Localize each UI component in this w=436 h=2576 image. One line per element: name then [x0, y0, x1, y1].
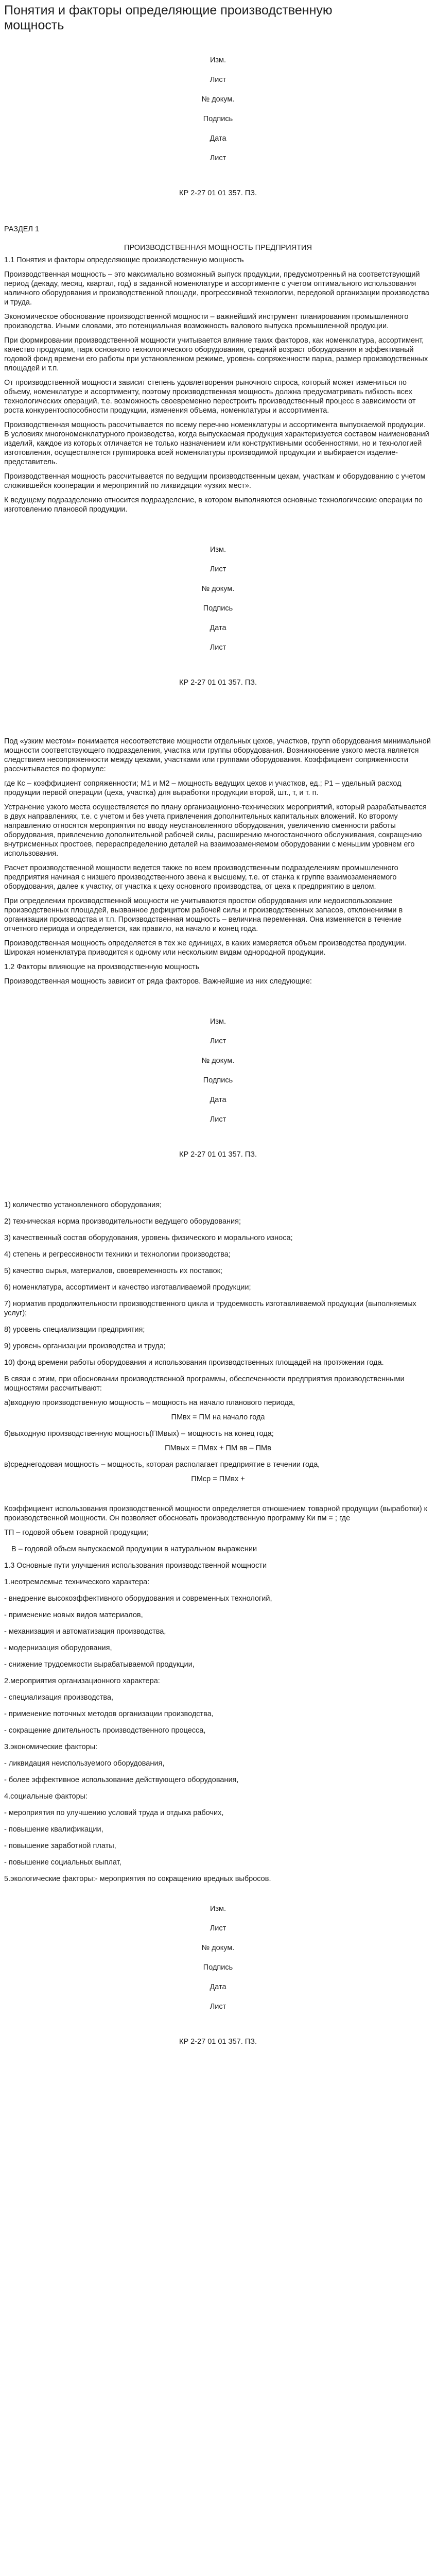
list-item: 10) фонд времени работы оборудования и использования производственных площадей на протяжении года. — [4, 1359, 384, 1367]
stamp-cell-signature: Подпись — [203, 1076, 233, 1084]
stamp-cell-doc-no: № докум. — [201, 95, 235, 104]
paragraph: Производственная мощность – это максимально возможный выпуск продукции, предусмотренный на соответствующий период (декаду, месяц, квартал, год) в заданной номенклатуре и ассортименте с учетом оптимального использования наличного оборудования и производственной площади, прогрессивной технологии, передовой организации производства и труда. — [4, 270, 429, 307]
section-heading: РАЗДЕЛ 1 — [4, 225, 40, 233]
formula: ПМвых = ПМвх + ПМ вв – ПМв — [165, 1444, 271, 1452]
paragraph: Под «узким местом» понимается несоответствие мощности отдельных цехов, участков, групп оборудования минимальной мощности соответствующего подразделения, участка или группы оборудования. Возникновение узкого места является следствием несопряженности между цехами, участками или группами оборудования. Коэффициент сопряженности рассчитывается по формуле: — [4, 737, 431, 773]
title-block-stamp — [4, 1904, 432, 2046]
formula: ПМвх = ПМ на начало года — [171, 1413, 265, 1421]
list-item: 8) уровень специализации предприятия; — [4, 1326, 145, 1334]
list-item: - сокращение длительность производственного процесса, — [4, 1726, 206, 1735]
stamp-doc-code: КР 2-27 01 01 357. ПЗ. — [179, 2038, 257, 2046]
paragraph: а)входную производственную мощность – мощность на начало планового периода, — [4, 1399, 295, 1407]
paragraph: в)среднегодовая мощность – мощность, которая располагает предприятие в течении года, — [4, 1461, 320, 1469]
stamp-cell-date: Дата — [210, 1983, 226, 1991]
formula: ПМср = ПМвх + — [191, 1475, 245, 1483]
paragraph: Производственная мощность рассчитывается по ведущим производственным цехам, участкам и оборудованию с учетом сложившейся кооперации и мероприятий по ликвидации «узких мест». — [4, 472, 426, 490]
subsection-title: 1.2 Факторы влияющие на производственную мощность — [4, 963, 200, 971]
definition-line: В – годовой объем выпускаемой продукции в натуральном выражении — [11, 1545, 257, 1553]
list-item: - снижение трудоемкости вырабатываемой продукции, — [4, 1660, 195, 1669]
list-item: 1) количество установленного оборудования; — [4, 1201, 162, 1209]
stamp-cell-doc-no: № докум. — [201, 585, 235, 593]
paragraph: Производственная мощность определяется в тех же единицах, в каких измеряется объем производства продукции. Широкая номенклатура приводится к одному или нескольким видам однородной продукции. — [4, 939, 407, 957]
stamp-cell-date: Дата — [210, 1096, 226, 1104]
title-block-stamp — [4, 545, 432, 687]
stamp-cell-signature: Подпись — [203, 1963, 233, 1972]
subsection-title: 1.1 Понятия и факторы определяющие производственную мощность — [4, 256, 244, 264]
paragraph: Коэффициент использования производственной мощности определяется отношением товарной продукции (выработки) к производственной мощности. Он позволяет обосновать производственную программу Ки пм = ; где — [4, 1505, 428, 1522]
paragraph: Расчет производственной мощности ведется также по всем производственным подразделениям промышленного предприятия начиная с низшего производственного звена к высшему, т.е. от станка к группе взаимозаменяемого оборудования, далее к участку, от участка к цеху основного производства, от цеха к предприятию в целом. — [4, 864, 398, 891]
list-item: - мероприятия по улучшению условий труда и отдыха рабочих, — [4, 1809, 224, 1817]
paragraph: Производственная мощность зависит от ряда факторов. Важнейшие из них следующие: — [4, 977, 312, 986]
list-item: - повышение заработной платы, — [4, 1842, 116, 1850]
stamp-cell-list: Лист — [210, 1924, 226, 1933]
stamp-cell-doc-no: № докум. — [201, 1944, 235, 1952]
list-item: 1.неотремлемые технического характера: — [4, 1578, 150, 1586]
list-item: - модернизация оборудования, — [4, 1644, 112, 1652]
paragraph: Производственная мощность рассчитывается по всему перечню номенклатуры и ассортимента выпускаемой продукции. В условиях многономенклатурного производства, когда выпускаемая продукция характеризуется составом наименований изделий, каждое из которых отличается не только назначением или конструктивными особенностями, но и технологией изготовления, осуществляется группировка всей номенклатуры производимой продукции и выбирается изделие-представитель. — [4, 421, 429, 466]
list-item: - применение новых видов материалов, — [4, 1611, 143, 1619]
stamp-cell-izm: Изм. — [210, 1018, 226, 1026]
list-item: - применение поточных методов организации производства, — [4, 1710, 214, 1718]
stamp-doc-code: КР 2-27 01 01 357. ПЗ. — [179, 679, 257, 687]
list-item: 9) уровень организации производства и труда; — [4, 1342, 166, 1350]
stamp-cell-sheet: Лист — [210, 643, 226, 652]
stamp-cell-izm: Изм. — [210, 1905, 226, 1913]
stamp-cell-signature: Подпись — [203, 604, 233, 613]
list-item: - повышение квалификации, — [4, 1825, 103, 1834]
list-item: - внедрение высокоэффективного оборудования и современных технологий, — [4, 1595, 272, 1603]
stamp-cell-list: Лист — [210, 76, 226, 84]
paragraph: При определении производственной мощности не учитываются простои оборудования или недоиспользование производственных площадей, вызванное дефицитом рабочей силы и производственных запасов, отклонениями в организации производства и т.п. Производственная мощность – величина переменная. Она изменяется в течение отчетного периода и определяется, как правило, на начало и конец года. — [4, 897, 403, 933]
list-item: - более эффективное использование действующего оборудования, — [4, 1776, 239, 1784]
list-item: 3.экономические факторы: — [4, 1743, 98, 1751]
stamp-cell-signature: Подпись — [203, 115, 233, 123]
list-item: 4) степень и регрессивности техники и технологии производства; — [4, 1250, 231, 1259]
stamp-cell-date: Дата — [210, 134, 226, 143]
paragraph: Устранение узкого места осуществляется по плану организационно-технических мероприятий, который разрабатывается в двух направлениях, т.е. с учетом и без учета привлечения дополнительных капитальных вложений. Ко второму направлению относятся мероприятия по вводу неустановленного оборудования, увеличению сменности работы оборудования, привлечению дополнительной рабочей силы, расширению многостаночного обслуживания, сокращению внутрисменных простоев, перераспределению деталей на взаимозаменяемом оборудовании с меньшим уровнем его использования. — [4, 803, 427, 858]
stamp-cell-sheet: Лист — [210, 1115, 226, 1124]
list-item: - механизация и автоматизация производства, — [4, 1628, 166, 1636]
list-item: 3) качественный состав оборудования, уровень физического и морального износа; — [4, 1234, 293, 1242]
list-item: - повышение социальных выплат, — [4, 1858, 121, 1867]
title-block-stamp — [4, 56, 432, 198]
stamp-cell-list: Лист — [210, 1037, 226, 1045]
paragraph: где Кс – коэффициент сопряженности; М1 и М2 – мощность ведущих цехов и участков, ед.; Р1 – удельный расход продукции первой операции (цеха, участка) для выработки продукции второй, шт., т, и т. п. — [4, 779, 402, 797]
stamp-cell-sheet: Лист — [210, 2003, 226, 2011]
definition-line: ТП – годовой объем товарной продукции; — [4, 1529, 149, 1537]
list-item: 6) номенклатура, ассортимент и качество изготавливаемой продукции; — [4, 1283, 251, 1292]
stamp-doc-code: КР 2-27 01 01 357. ПЗ. — [179, 1150, 257, 1159]
paragraph: В связи с этим, при обосновании производственной программы, обеспеченности предприятия производственными мощностями рассчитывают: — [4, 1375, 405, 1393]
stamp-cell-doc-no: № докум. — [201, 1057, 235, 1065]
title-block-stamp — [4, 1017, 432, 1159]
list-item: 5) качество сырья, материалов, своевременность их поставок; — [4, 1267, 223, 1275]
list-item: - ликвидация неиспользуемого оборудования, — [4, 1759, 165, 1768]
list-item: 2.мероприятия организационного характера: — [4, 1677, 160, 1685]
stamp-doc-code: КР 2-27 01 01 357. ПЗ. — [179, 189, 257, 197]
stamp-cell-izm: Изм. — [210, 546, 226, 554]
section-subheading: ПРОИЗВОДСТВЕННАЯ МОЩНОСТЬ ПРЕДПРИЯТИЯ — [124, 244, 312, 252]
list-item: 5.экологические факторы:- мероприятия по сокращению вредных выбросов. — [4, 1875, 271, 1883]
paragraph: При формировании производственной мощности учитывается влияние таких факторов, как номенклатура, ассортимент, качество продукции, парк основного технологического оборудования, средний возраст оборудования и эффективный годовой фонд времени его работы при установленном режиме, уровень сопряженности парка, размер производственных площадей и т.п. — [4, 336, 428, 372]
list-item: 4.социальные факторы: — [4, 1792, 88, 1801]
subsection-title: 1.3 Основные пути улучшения использования производственной мощности — [4, 1562, 267, 1570]
stamp-cell-date: Дата — [210, 624, 226, 632]
paragraph: б)выходную производственную мощность(ПМвых) – мощность на конец года; — [4, 1430, 274, 1438]
paragraph: От производственной мощности зависит степень удовлетворения рыночного спроса, который может измениться по объему, номенклатуре и ассортименту, поэтому производственная мощность должна предусматривать гибкость всех технологических операций, т.е. возможность своевременно перестроить производственный процесс в зависимости от роста конкурентоспособности продукции, изменения объема, номенклатуры и ассортимента. — [4, 379, 416, 415]
list-item: 2) техническая норма производительности ведущего оборудования; — [4, 1217, 241, 1226]
paragraph: К ведущему подразделению относится подразделение, в котором выполняются основные технологические операции по изготовлению плановой продукции. — [4, 496, 423, 514]
list-item: - специализация производства, — [4, 1693, 114, 1702]
document-title: Понятия и факторы определяющие производственную мощность — [4, 3, 333, 32]
stamp-cell-sheet: Лист — [210, 154, 226, 162]
stamp-cell-list: Лист — [210, 565, 226, 573]
list-item: 7) норматив продолжительности производственного цикла и трудоемкость изготавливаемой продукции (выполняемых услуг); — [4, 1300, 416, 1317]
stamp-cell-izm: Изм. — [210, 56, 226, 64]
paragraph: Экономическое обоснование производственной мощности – важнейший инструмент планирования промышленного производства. Иными словами, это потенциальная возможность валового выпуска промышленной продукции. — [4, 313, 409, 330]
